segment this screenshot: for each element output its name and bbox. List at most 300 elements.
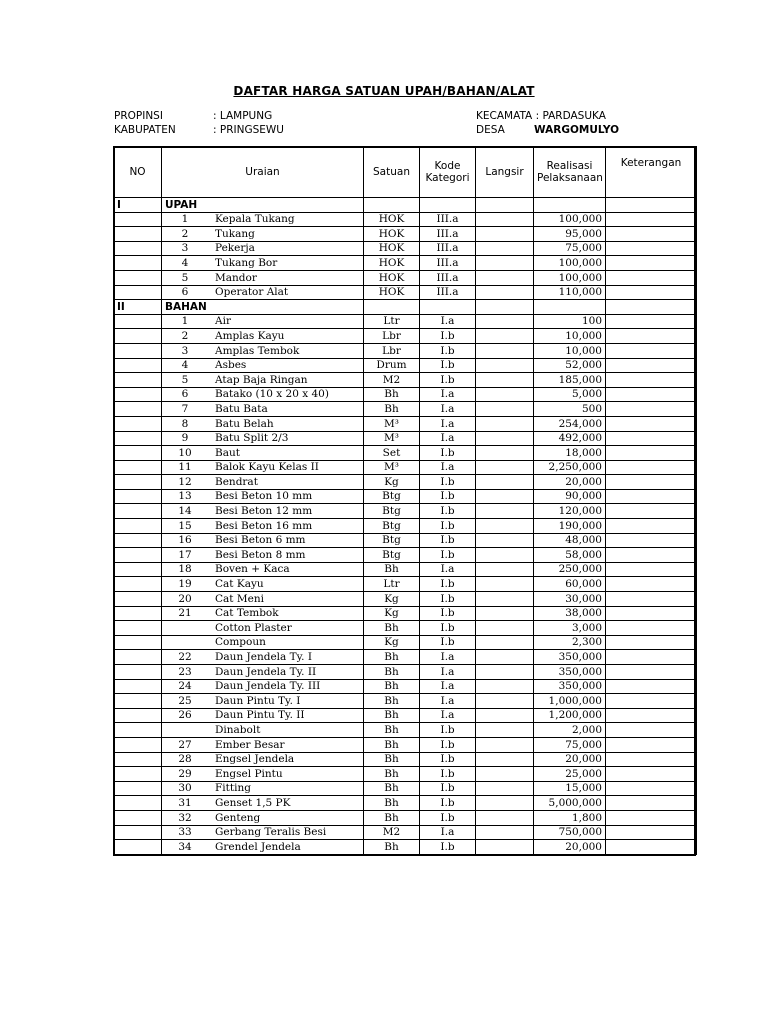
col-satuan: Satuan [364,147,420,198]
item-langsir [476,256,534,271]
item-unit: Bh [364,708,420,723]
item-kategori: I.b [420,489,476,504]
item-kategori: III.a [420,212,476,227]
table-row [114,358,697,373]
item-keterangan [606,665,697,680]
empty-cell [114,416,162,431]
item-price: 10,000 [534,329,606,344]
item-unit: Bh [364,737,420,752]
item-langsir [476,460,534,475]
item-name: Daun Pintu Ty. I [215,694,301,707]
empty-cell [114,489,162,504]
item-price: 2,300 [534,635,606,650]
item-name: Batu Bata [215,402,268,415]
item-name: Asbes [215,359,247,372]
item-number: 25 [178,694,192,707]
item-price: 350,000 [534,679,606,694]
item-keterangan [606,314,697,329]
item-cell [162,504,364,519]
item-price: 38,000 [534,606,606,621]
item-name: Pekerja [215,242,255,255]
empty-cell [114,329,162,344]
item-name: Compoun [215,636,266,649]
table-row [114,840,697,855]
item-kategori: I.a [420,387,476,402]
item-cell [162,402,364,417]
item-number: 26 [178,709,192,722]
kecamatan-label: KECAMATA : PARDASUKA [476,110,606,122]
item-unit: M2 [364,373,420,388]
item-langsir [476,694,534,709]
item-cell [162,577,364,592]
item-cell [162,606,364,621]
item-name: Operator Alat [215,286,289,299]
item-price: 1,000,000 [534,694,606,709]
item-number: 1 [181,315,189,328]
item-langsir [476,241,534,256]
item-unit: HOK [364,241,420,256]
item-unit: Kg [364,475,420,490]
empty-cell [114,533,162,548]
item-keterangan [606,606,697,621]
item-number: 19 [178,578,192,591]
empty-cell [114,256,162,271]
item-langsir [476,285,534,300]
item-kategori: I.a [420,708,476,723]
kabupaten-label: KABUPATEN [114,124,176,136]
item-number: 2 [181,227,189,240]
item-price: 110,000 [534,285,606,300]
item-langsir [476,723,534,738]
item-unit: Kg [364,606,420,621]
item-number: 18 [178,563,192,576]
item-cell [162,373,364,388]
section-row [114,300,697,315]
item-kategori: I.b [420,810,476,825]
table-row [114,475,697,490]
table-row [114,723,697,738]
empty-cell [114,548,162,563]
item-number: 4 [181,256,189,269]
empty-cell [420,198,476,213]
item-langsir [476,504,534,519]
section-row [114,198,697,213]
item-cell [162,343,364,358]
table-row [114,592,697,607]
item-number: 23 [178,665,192,678]
item-cell [162,635,364,650]
item-kategori: I.b [420,504,476,519]
item-number: 13 [178,490,192,503]
item-unit: Bh [364,767,420,782]
item-name: Genset 1,5 PK [215,796,291,809]
item-name: Daun Jendela Ty. I [215,651,312,663]
item-name: Daun Jendela Ty. III [215,680,321,693]
item-name: Engsel Pintu [215,767,283,780]
col-kode-line1: Kode [434,160,461,172]
item-cell [162,708,364,723]
section-label: BAHAN [162,300,364,315]
item-langsir [476,475,534,490]
table-row [114,329,697,344]
item-cell [162,358,364,373]
item-price: 15,000 [534,781,606,796]
item-number: 29 [178,767,192,780]
item-cell [162,665,364,680]
item-name: Daun Pintu Ty. II [215,709,305,722]
item-number: 8 [181,417,189,430]
item-langsir [476,796,534,811]
empty-cell [114,387,162,402]
item-number: 6 [181,388,189,401]
item-keterangan [606,329,697,344]
empty-cell [420,300,476,315]
item-keterangan [606,621,697,636]
empty-cell [114,665,162,680]
item-name: Daun Jendela Ty. II [215,665,317,678]
item-langsir [476,358,534,373]
item-langsir [476,810,534,825]
col-kode-kategori [420,147,476,198]
item-langsir [476,679,534,694]
table-row [114,650,697,665]
item-unit: Bh [364,752,420,767]
item-keterangan [606,708,697,723]
section-number: I [114,198,162,213]
section-number: II [114,300,162,315]
item-price: 5,000 [534,387,606,402]
table-row [114,621,697,636]
item-price: 2,250,000 [534,460,606,475]
item-name: Dinabolt [215,723,261,736]
item-unit: Kg [364,592,420,607]
item-keterangan [606,650,697,665]
item-unit: Bh [364,650,420,665]
empty-cell [114,767,162,782]
item-keterangan [606,343,697,358]
item-cell [162,621,364,636]
item-unit: Bh [364,840,420,855]
table-row [114,343,697,358]
item-cell [162,431,364,446]
item-number: 28 [178,753,192,766]
item-number: 17 [178,548,192,561]
col-uraian: Uraian [162,147,364,198]
item-langsir [476,519,534,534]
item-langsir [476,708,534,723]
item-price: 120,000 [534,504,606,519]
item-name: Bendrat [215,475,258,488]
item-unit: Btg [364,504,420,519]
empty-cell [606,300,697,315]
empty-cell [114,679,162,694]
item-keterangan [606,256,697,271]
item-name: Besi Beton 10 mm [215,490,313,503]
empty-cell [114,241,162,256]
desa-label: DESA [476,124,505,136]
item-name: Amplas Tembok [215,344,300,357]
item-cell [162,737,364,752]
item-cell [162,256,364,271]
item-unit: Bh [364,810,420,825]
item-name: Balok Kayu Kelas II [215,461,319,474]
table-row [114,665,697,680]
item-keterangan [606,373,697,388]
item-name: Boven + Kaca [215,563,290,576]
table-row [114,402,697,417]
item-cell [162,840,364,855]
item-unit: Ltr [364,577,420,592]
empty-cell [114,475,162,490]
item-kategori: I.b [420,592,476,607]
item-price: 2,000 [534,723,606,738]
item-cell [162,767,364,782]
item-kategori: I.b [420,635,476,650]
item-kategori: I.b [420,446,476,461]
col-realisasi-line1: Realisasi [546,160,593,172]
item-number: 4 [181,359,189,372]
empty-cell [114,810,162,825]
item-unit: Set [364,446,420,461]
item-name: Cotton Plaster [215,621,292,634]
item-unit: Bh [364,621,420,636]
table-row [114,270,697,285]
empty-cell [114,708,162,723]
empty-cell [114,270,162,285]
table-header-row [114,147,697,198]
item-price: 254,000 [534,416,606,431]
item-kategori: I.b [420,752,476,767]
item-keterangan [606,781,697,796]
item-kategori: I.a [420,402,476,417]
table-row [114,562,697,577]
item-cell [162,548,364,563]
item-price: 95,000 [534,227,606,242]
item-kategori: I.b [420,329,476,344]
item-langsir [476,665,534,680]
empty-cell [114,519,162,534]
table-row [114,519,697,534]
item-cell [162,810,364,825]
item-kategori: I.b [420,767,476,782]
item-name: Cat Kayu [215,578,264,591]
item-langsir [476,343,534,358]
price-table [113,146,697,855]
item-name: Gerbang Teralis Besi [215,826,327,839]
item-keterangan [606,475,697,490]
item-unit: Bh [364,562,420,577]
table-row [114,489,697,504]
item-langsir [476,592,534,607]
item-price: 58,000 [534,548,606,563]
item-price: 20,000 [534,752,606,767]
item-number: 5 [181,271,189,284]
item-price: 492,000 [534,431,606,446]
item-cell [162,723,364,738]
item-number: 20 [178,592,192,605]
item-name: Batako (10 x 20 x 40) [215,388,329,401]
item-keterangan [606,577,697,592]
item-cell [162,329,364,344]
empty-cell [114,621,162,636]
empty-cell [114,431,162,446]
section-label: UPAH [162,198,364,213]
item-langsir [476,416,534,431]
item-unit: HOK [364,270,420,285]
item-price: 3,000 [534,621,606,636]
item-langsir [476,635,534,650]
item-price: 20,000 [534,840,606,855]
item-number: 1 [181,213,189,226]
item-keterangan [606,241,697,256]
item-name: Cat Tembok [215,607,279,620]
item-keterangan [606,402,697,417]
item-price: 75,000 [534,241,606,256]
item-unit: M³ [364,416,420,431]
item-price: 100,000 [534,212,606,227]
kabupaten-value: : PRINGSEWU [213,124,284,136]
item-kategori: III.a [420,270,476,285]
col-langsir: Langsir [476,147,534,198]
item-cell [162,533,364,548]
item-name: Atap Baja Ringan [215,373,308,386]
empty-cell [114,606,162,621]
item-name: Air [215,315,231,328]
item-name: Tukang [215,227,255,240]
item-kategori: I.b [420,577,476,592]
col-realisasi [534,147,606,198]
item-kategori: I.a [420,431,476,446]
item-kategori: III.a [420,256,476,271]
item-cell [162,796,364,811]
empty-cell [534,300,606,315]
item-keterangan [606,285,697,300]
item-langsir [476,606,534,621]
item-unit: Bh [364,387,420,402]
item-cell [162,387,364,402]
item-kategori: I.b [420,606,476,621]
item-price: 750,000 [534,825,606,840]
propinsi-value: : LAMPUNG [213,110,273,122]
item-cell [162,592,364,607]
empty-cell [114,343,162,358]
empty-cell [114,825,162,840]
item-langsir [476,533,534,548]
item-keterangan [606,562,697,577]
empty-cell [114,694,162,709]
item-keterangan [606,694,697,709]
item-langsir [476,548,534,563]
table-row [114,606,697,621]
empty-cell [534,198,606,213]
item-unit: Lbr [364,343,420,358]
item-number: 33 [178,826,192,839]
item-cell [162,489,364,504]
empty-cell [114,358,162,373]
item-langsir [476,270,534,285]
item-keterangan [606,810,697,825]
item-number: 16 [178,534,192,547]
empty-cell [114,796,162,811]
item-number: 34 [178,840,192,853]
empty-cell [114,212,162,227]
item-keterangan [606,212,697,227]
item-name: Besi Beton 8 mm [215,548,306,561]
table-row [114,752,697,767]
item-kategori: I.b [420,343,476,358]
item-unit: HOK [364,227,420,242]
table-row [114,504,697,519]
item-cell [162,285,364,300]
table-row [114,679,697,694]
item-price: 90,000 [534,489,606,504]
item-price: 190,000 [534,519,606,534]
item-kategori: I.a [420,679,476,694]
table-row [114,460,697,475]
item-cell [162,752,364,767]
col-realisasi-line2: Pelaksanaan [537,172,603,184]
item-unit: Lbr [364,329,420,344]
item-name: Ember Besar [215,738,285,751]
table-row [114,781,697,796]
empty-cell [114,635,162,650]
item-price: 350,000 [534,650,606,665]
item-number: 3 [181,344,189,357]
table-row [114,212,697,227]
item-unit: Bh [364,723,420,738]
item-keterangan [606,840,697,855]
item-unit: M³ [364,460,420,475]
item-number: 14 [178,505,192,518]
item-kategori: I.b [420,723,476,738]
empty-cell [114,314,162,329]
item-cell [162,314,364,329]
item-unit: M³ [364,431,420,446]
col-no: NO [114,147,162,198]
item-number: 10 [178,446,192,459]
item-name: Engsel Jendela [215,753,295,766]
col-keterangan: Keterangan [606,147,697,198]
empty-cell [476,300,534,315]
item-kategori: III.a [420,285,476,300]
item-price: 52,000 [534,358,606,373]
item-keterangan [606,519,697,534]
empty-cell [364,198,420,213]
item-price: 25,000 [534,767,606,782]
table-row [114,825,697,840]
item-kategori: I.b [420,533,476,548]
item-unit: Bh [364,665,420,680]
col-kode-line2: Kategori [425,172,470,184]
item-keterangan [606,431,697,446]
item-unit: HOK [364,256,420,271]
document-title: DAFTAR HARGA SATUAN UPAH/BAHAN/ALAT [233,84,535,98]
item-kategori: I.a [420,665,476,680]
item-cell [162,241,364,256]
item-kategori: III.a [420,227,476,242]
empty-cell [476,198,534,213]
item-price: 185,000 [534,373,606,388]
item-cell [162,227,364,242]
item-keterangan [606,446,697,461]
item-unit: HOK [364,212,420,227]
item-name: Mandor [215,271,257,284]
item-number: 6 [181,286,189,299]
item-kategori: I.b [420,781,476,796]
item-langsir [476,840,534,855]
item-unit: Ltr [364,314,420,329]
item-price: 250,000 [534,562,606,577]
